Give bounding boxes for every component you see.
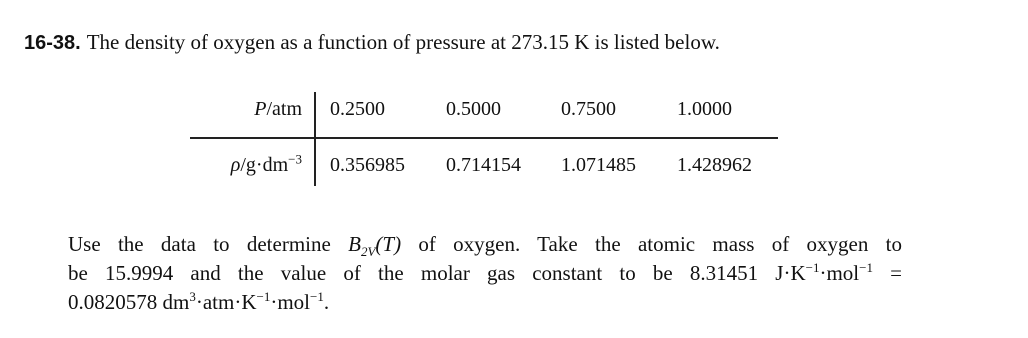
text-fragment: 0.0820578 dm xyxy=(68,290,190,314)
instructions-paragraph xyxy=(68,230,902,317)
pressure-symbol: P xyxy=(254,98,267,120)
pressure-row-label xyxy=(254,98,302,121)
pressure-unit: /atm xyxy=(266,98,302,120)
exponent: 3 xyxy=(189,289,196,304)
table-row-density xyxy=(190,148,778,186)
table-row-pressure xyxy=(190,92,778,130)
text-fragment: . xyxy=(323,290,330,314)
table-cell: 0.7500 xyxy=(561,98,616,120)
table-cell: 0.356985 xyxy=(330,154,405,176)
density-symbol: ρ xyxy=(230,154,241,176)
text-fragment: of oxygen. Take the atomic mass of oxygen to xyxy=(401,232,902,256)
text-fragment: ·mol xyxy=(270,290,311,314)
exponent: −1 xyxy=(310,289,324,304)
problem-statement: The density of oxygen as a function of pressure at 273.15 K is listed below. xyxy=(86,30,720,54)
text-fragment: = xyxy=(872,261,903,285)
text-fragment: be 15.9994 and the value of the molar gas constant to be 8.31451 J·K xyxy=(68,261,806,285)
table-cell: 1.071485 xyxy=(561,154,636,176)
b-subscript: 2V xyxy=(360,244,376,260)
table-horizontal-rule xyxy=(190,137,778,139)
table-cell: 0.5000 xyxy=(446,98,501,120)
density-row-label xyxy=(230,151,302,177)
table-cell: 1.0000 xyxy=(677,98,732,120)
table-cell: 0.2500 xyxy=(330,98,385,120)
paragraph-line-2 xyxy=(68,259,902,288)
text-fragment: ·mol xyxy=(819,261,860,285)
exponent: −1 xyxy=(859,260,873,275)
b-symbol: B xyxy=(348,232,361,256)
text-fragment: ·atm·K xyxy=(195,290,257,314)
problem-number: 16-38. xyxy=(24,32,81,54)
b-argument: (T) xyxy=(375,232,402,256)
table-cell: 1.428962 xyxy=(677,154,752,176)
exponent: −1 xyxy=(805,260,820,275)
table-cell: 0.714154 xyxy=(446,154,521,176)
density-unit-exponent: −3 xyxy=(288,151,302,167)
paragraph-line-3 xyxy=(68,288,902,317)
paragraph-line-1 xyxy=(68,230,902,259)
exponent: −1 xyxy=(256,289,271,304)
data-table xyxy=(190,92,778,186)
text-fragment: Use the data to determine xyxy=(68,232,349,256)
problem-header xyxy=(24,30,720,55)
second-virial-symbol xyxy=(348,232,402,260)
density-unit: /g·dm xyxy=(240,154,289,176)
